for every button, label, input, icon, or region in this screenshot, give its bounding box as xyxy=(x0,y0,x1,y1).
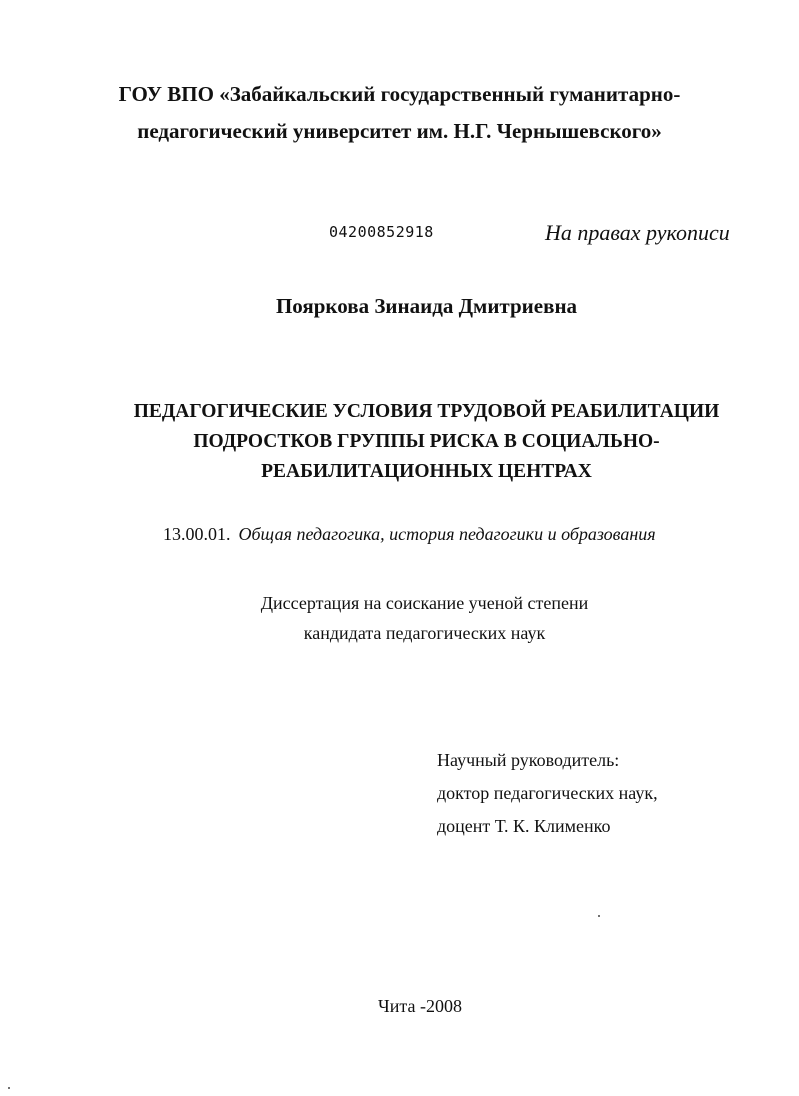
supervisor-block xyxy=(437,744,658,843)
institution-line-1: ГОУ ВПО «Забайкальский государственный гуманитарно- xyxy=(118,82,681,106)
scan-speck xyxy=(8,1087,10,1089)
author-name: Пояркова Зинаида Дмитриевна xyxy=(275,294,578,318)
dissertation-title xyxy=(0,397,799,487)
supervisor-name: доцент Т. К. Клименко xyxy=(437,816,611,836)
specialty-name: Общая педагогика, история педагогики и образования xyxy=(238,524,656,544)
degree-line-1: Диссертация на соискание ученой степени xyxy=(260,593,589,613)
manuscript-note: На правах рукописи xyxy=(545,220,730,245)
institution-line-2: педагогический университет им. Н.Г. Чернышевского» xyxy=(137,119,662,143)
specialty xyxy=(163,524,656,545)
document-number: 04200852918 xyxy=(329,223,434,241)
institution-name xyxy=(0,76,799,150)
specialty-code: 13.00.01. xyxy=(163,524,231,544)
title-line-3: РЕАБИЛИТАЦИОННЫХ ЦЕНТРАХ xyxy=(261,461,592,482)
title-line-2: ПОДРОСТКОВ ГРУППЫ РИСКА В СОЦИАЛЬНО- xyxy=(193,431,660,452)
title-line-1: ПЕДАГОГИЧЕСКИЕ УСЛОВИЯ ТРУДОВОЙ РЕАБИЛИТАЦИИ xyxy=(133,401,720,422)
city-year: Чита -2008 xyxy=(378,996,462,1016)
degree-statement xyxy=(0,588,799,648)
degree-line-2: кандидата педагогических наук xyxy=(303,623,546,643)
supervisor-degree: доктор педагогических наук, xyxy=(437,783,658,803)
scan-speck xyxy=(598,915,600,917)
supervisor-label: Научный руководитель: xyxy=(437,750,620,770)
